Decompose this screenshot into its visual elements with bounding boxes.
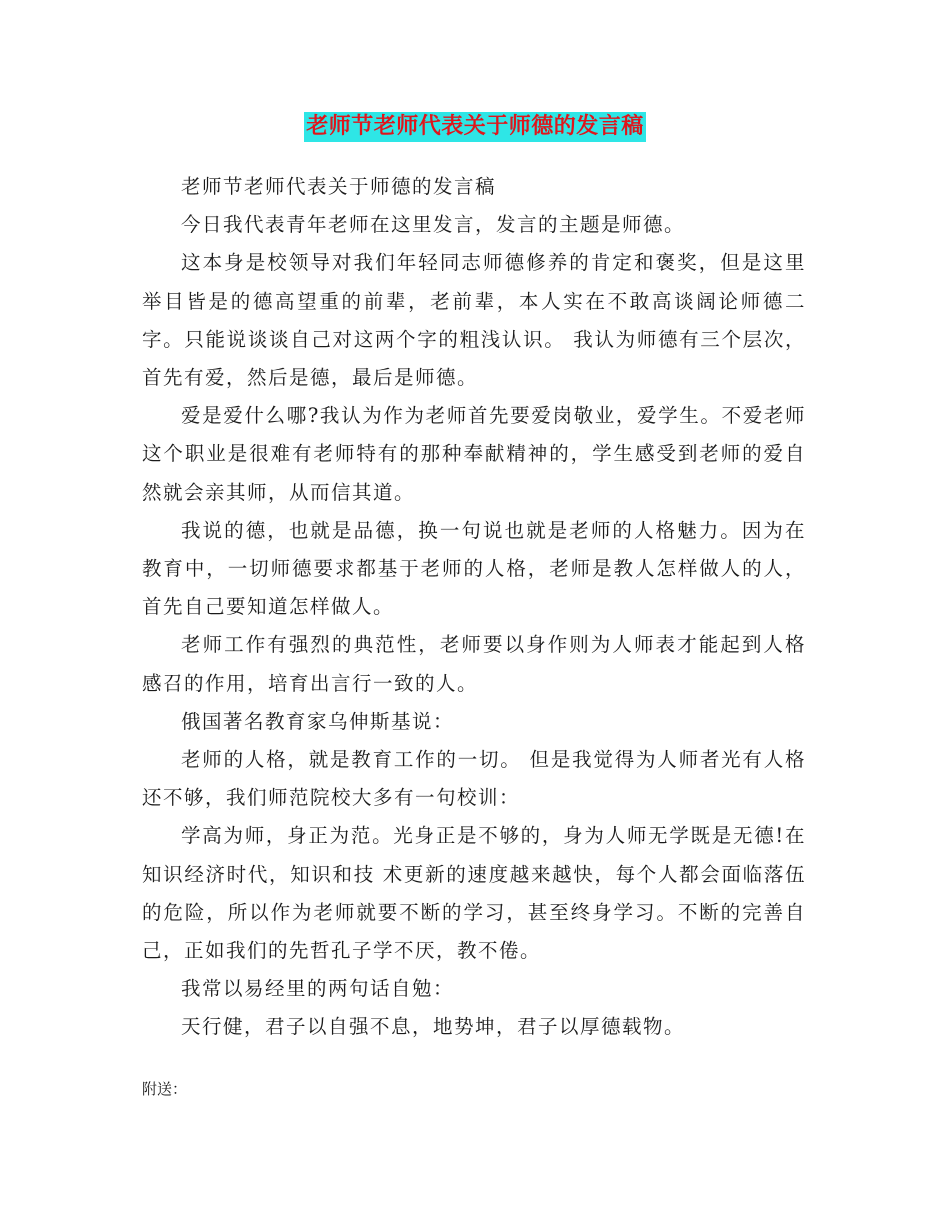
paragraph-quote-intro: 俄国著名教育家乌伸斯基说：	[181, 709, 455, 733]
paragraph-learning: 学高为师，身正为范。光身正是不够的，身为人师无学既是无德!在知识经济时代，知识和技 术更新的速度越来越快，每个人都会面临落伍的危险，所以作为老师就要不断的学习，甚至终身学习。不断的完善自己，正如我们的先哲孔子学不厌，教不倦。	[142, 824, 806, 963]
paragraph-example: 老师工作有强烈的典范性，老师要以身作则为人师表才能起到人格感召的作用，培育出言行一致的人。	[142, 633, 806, 695]
document-title: 老师节老师代表关于师德的发言稿	[304, 112, 646, 142]
paragraph-personality: 老师的人格，就是教育工作的一切。 但是我觉得为人师者光有人格还不够，我们师范院校大多有一句校训：	[142, 748, 806, 810]
document-body	[142, 168, 806, 1047]
paragraph-motto-intro: 我常以易经里的两句话自勉：	[181, 977, 455, 1001]
paragraph-love: 爱是爱什么哪?我认为作为老师首先要爱岗敬业，爱学生。不爱老师这个职业是很难有老师特有的那种奉献精神的，学生感受到老师的爱自然就会亲其师，从而信其道。	[142, 404, 806, 504]
title-container	[0, 112, 950, 142]
footer-label: 附送：	[142, 1080, 188, 1098]
paragraph-subtitle: 老师节老师代表关于师德的发言稿	[181, 175, 497, 198]
paragraph-levels: 这本身是校领导对我们年轻同志师德修养的肯定和褒奖，但是这里举目皆是的德高望重的前辈，老前辈，本人实在不敢高谈阔论师德二字。只能说谈谈自己对这两个字的粗浅认识。 我认为师德有三个层次，首先有爱，然后是德，最后是师德。	[142, 251, 806, 390]
paragraph-virtue: 我说的德，也就是品德，换一句说也就是老师的人格魅力。因为在教育中，一切师德要求都基于老师的人格，老师是教人怎样做人的人，首先自己要知道怎样做人。	[142, 518, 806, 619]
paragraph-motto: 天行健，君子以自强不息，地势坤，君子以厚德载物。	[181, 1015, 686, 1039]
paragraph-intro: 今日我代表青年老师在这里发言，发言的主题是师德。	[181, 213, 686, 237]
